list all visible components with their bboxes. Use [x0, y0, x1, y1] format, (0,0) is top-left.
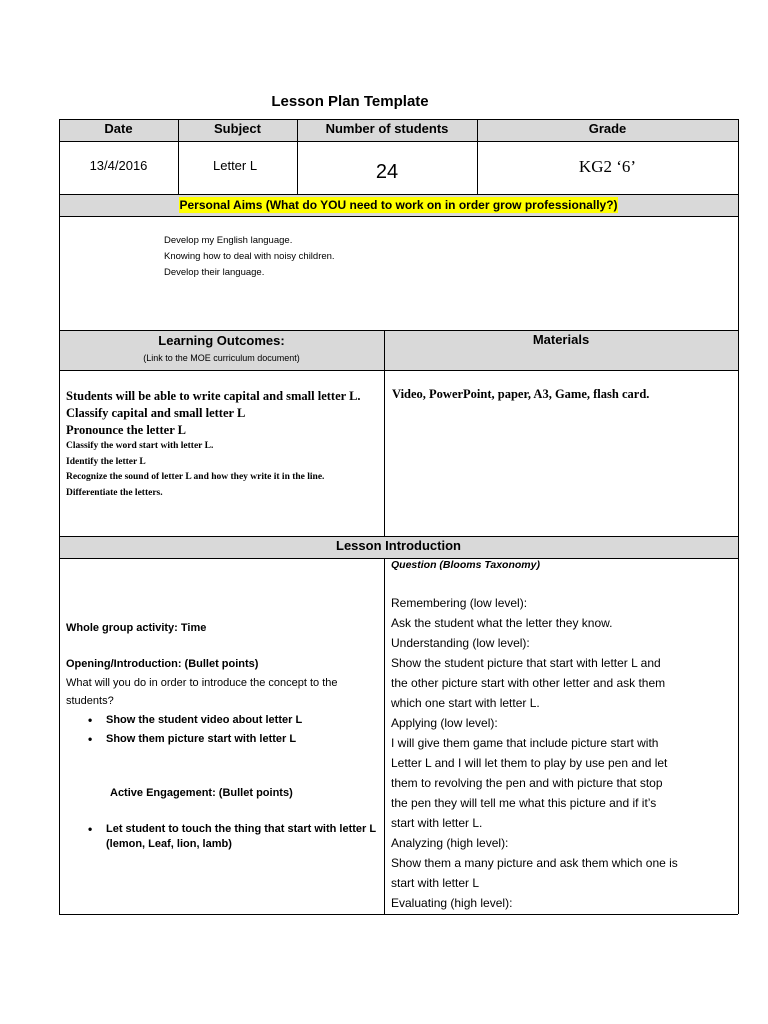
- outcome-item: Students will be able to write capital and small letter L.: [66, 389, 361, 403]
- question-line: Show them a many picture and ask them which one is: [391, 856, 678, 870]
- opening-label: Opening/Introduction: (Bullet points): [66, 658, 259, 670]
- grade-header: Grade: [588, 121, 627, 136]
- outcome-item: Differentiate the letters.: [66, 487, 163, 498]
- active-bullets: [82, 822, 382, 852]
- question-line: Remembering (low level):: [391, 596, 528, 610]
- opening-bullets: [82, 713, 382, 747]
- personal-aim-item: Knowing how to deal with noisy children.: [164, 251, 335, 262]
- subject-header: Subject: [214, 121, 261, 136]
- intro-heading: Lesson Introduction: [336, 538, 461, 553]
- question-line: Evaluating (high level):: [391, 896, 513, 910]
- outcome-item: Recognize the sound of letter L and how they write it in the line.: [66, 472, 325, 482]
- questions-heading: Question (Blooms Taxonomy): [391, 559, 540, 571]
- table-border: [59, 141, 738, 142]
- active-bullet: • Let student to touch the thing that start with letter L (lemon, Leaf, lion, lamb): [82, 822, 382, 852]
- whole-group-activity: Whole group activity: Time: [66, 622, 207, 634]
- table-border: [59, 194, 738, 195]
- question-line: them to revolving the pen and with picture that stop: [391, 776, 663, 790]
- opening-bullet: • Show the student video about letter L: [82, 713, 382, 728]
- table-border: [59, 119, 60, 914]
- students-header: Number of students: [325, 121, 449, 136]
- personal-aims-list: [164, 233, 335, 281]
- question-line: the other picture start with other letter and ask them: [391, 676, 666, 690]
- outcomes-subheading: (Link to the MOE curriculum document): [143, 353, 300, 363]
- page-title: Lesson Plan Template: [271, 93, 429, 110]
- table-border: [59, 370, 738, 371]
- question-line: Show the student picture that start with letter L and: [391, 656, 661, 670]
- table-border: [384, 558, 385, 914]
- students-value: 24: [375, 161, 399, 183]
- table-border: [59, 216, 738, 217]
- personal-aims-heading: Personal Aims (What do YOU need to work on in order grow professionally?): [179, 198, 618, 212]
- personal-aim-item: Develop their language.: [164, 267, 265, 278]
- outcomes-heading: Learning Outcomes:: [158, 333, 285, 348]
- outcome-item: Pronounce the letter L: [66, 423, 187, 437]
- question-line: I will give them game that include picture start with: [391, 736, 659, 750]
- table-border: [59, 119, 738, 120]
- question-line: Analyzing (high level):: [391, 836, 509, 850]
- question-line: Ask the student what the letter they know.: [391, 616, 613, 630]
- active-engagement-label: Active Engagement: (Bullet points): [110, 787, 293, 799]
- materials-text: Video, PowerPoint, paper, A3, Game, flash card.: [392, 387, 650, 401]
- opening-text: What will you do in order to introduce the concept to the students?: [66, 677, 338, 707]
- personal-aim-item: Develop my English language.: [164, 235, 293, 246]
- outcome-item: Identify the letter L: [66, 456, 146, 467]
- question-line: Applying (low level):: [391, 716, 498, 730]
- table-border: [59, 536, 738, 537]
- outcome-item: Classify capital and small letter L: [66, 406, 246, 420]
- subject-value: Letter L: [213, 158, 258, 173]
- opening-bullet: • Show them picture start with letter L: [82, 732, 382, 747]
- table-border: [59, 330, 738, 331]
- question-line: which one start with letter L.: [391, 696, 540, 710]
- question-line: Understanding (low level):: [391, 636, 530, 650]
- materials-heading: Materials: [532, 332, 590, 347]
- table-border: [738, 119, 739, 914]
- table-border: [59, 914, 738, 915]
- grade-value: KG2 ‘6’: [578, 157, 637, 176]
- question-line: start with letter L.: [391, 816, 483, 830]
- question-line: Letter L and I will let them to play by use pen and let: [391, 756, 668, 770]
- questions-list: [391, 593, 736, 913]
- table-border: [384, 330, 385, 536]
- date-header: Date: [104, 121, 133, 136]
- personal-aims-heading-wrap: [59, 196, 738, 214]
- outcome-item: Classify the word start with letter L.: [66, 441, 214, 451]
- date-value: 13/4/2016: [89, 158, 148, 173]
- question-line: start with letter L: [391, 876, 480, 890]
- question-line: the pen they will tell me what this picture and if it’s: [391, 796, 657, 810]
- outcomes-list: [66, 388, 382, 501]
